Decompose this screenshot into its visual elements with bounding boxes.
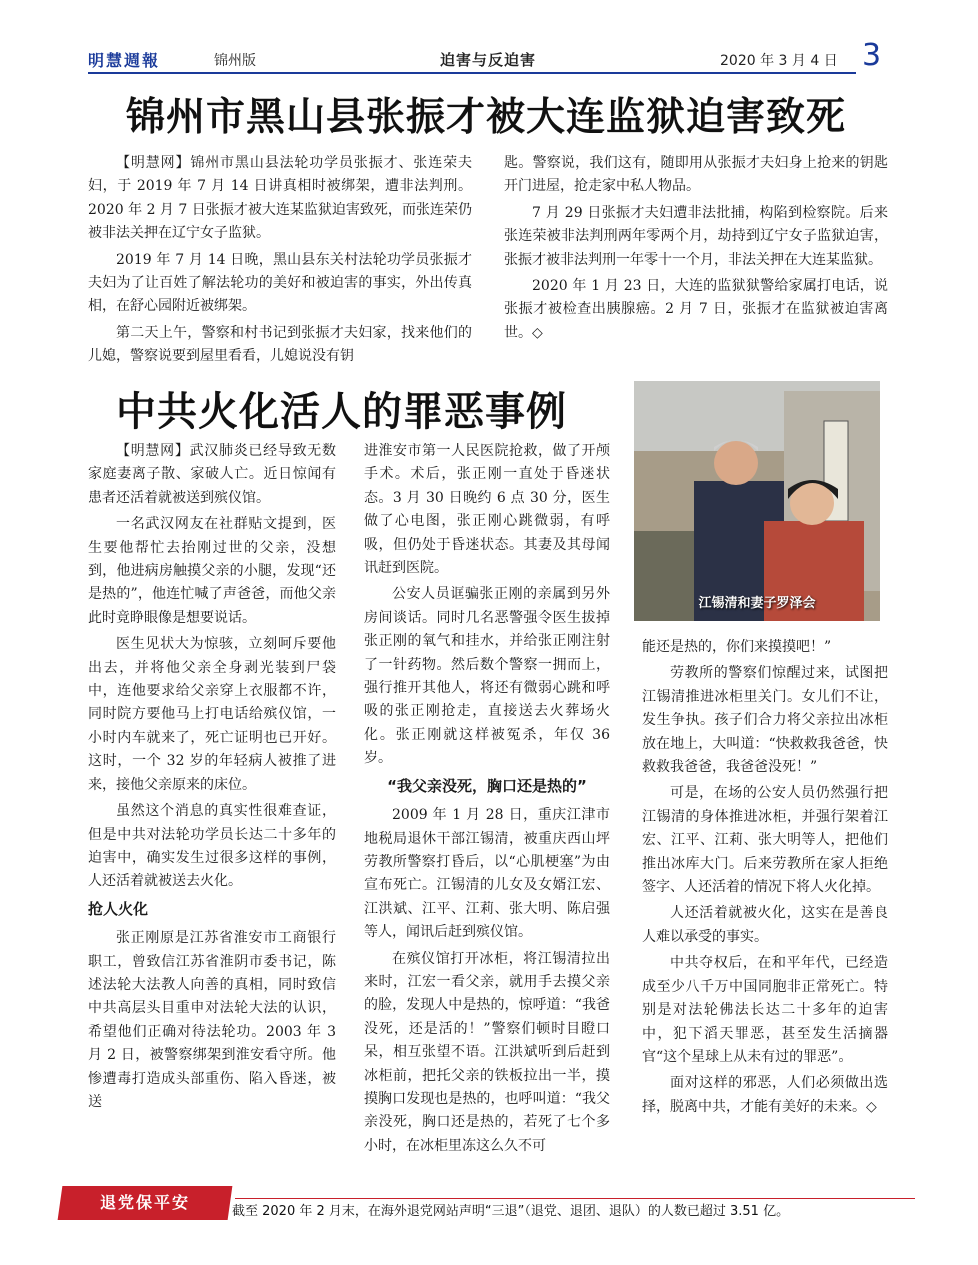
article2-column-1	[88, 440, 336, 1117]
article2-paragraph: 医生见状大为惊骇，立刻呵斥要他出去，并将他父亲全身剥光装到尸袋中，连他要求给父亲穿上衣服都不许，同时院方要他马上打电话给殡仪馆，一小时内车就来了，死亡证明也已开好。这时，一个 32 岁的年轻病人被推了进来，接他父亲原来的床位。	[88, 636, 336, 793]
masthead-logo: 明慧週報	[88, 51, 161, 70]
article2-paragraph: 公安人员诓骗张正刚的亲属到另外房间谈话。同时几名恶警强令医生拔掉张正刚的氧气和挂水，并给张正刚注射了一针药物。然后数个警察一拥而上，强行推开其他人，将还有微弱心跳和呼吸的张正刚抢走，直接送去火葬场火化。张正刚就这样被冤杀，年仅 36 岁。	[364, 586, 610, 767]
article2-paragraph: 可是，在场的公安人员仍然强行把江锡清的身体推进冰柜，并强行架着江宏、江平、江莉、张大明等人，把他们推出冰库大门。后来劳教所在家人拒绝签字、人还活着的情况下将人火化掉。	[642, 785, 888, 896]
article1-right-column	[504, 152, 888, 348]
ribbon-label: 退党保平安	[99, 1193, 190, 1212]
footer-divider	[235, 1198, 915, 1199]
article2-paragraph: 能还是热的，你们来摸摸吧！”	[642, 639, 832, 655]
article1-paragraph: 7 月 29 日张振才夫妇遭非法批捕，构陷到检察院。后来张连荣被非法判刑两年零两个月，劫持到辽宁女子监狱迫害，张振才被非法判刑一年零十一个月，非法关押在大连某监狱。	[504, 204, 888, 268]
article1-left-column	[88, 152, 472, 372]
article2-paragraph: 在殡仪馆打开冰柜，将江锡清拉出来时，江宏一看父亲，就用手去摸父亲的脸，发现人中是热的，惊呼道：“我爸没死，还是活的！”警察们顿时目瞪口呆，相互张望不语。江洪斌听到后赶到冰柜前，把托父亲的铁板拉出一半，摸摸胸口发现也是热的，也呼叫道：“我父亲没死，胸口还是热的，若死了七个多小时，在冰柜里冻这么久不可	[364, 950, 610, 1154]
article1-paragraph: 匙。警察说，我们这有，随即用从张振才夫妇身上抢来的钥匙开门进屋，抢走家中私人物品。	[504, 155, 888, 195]
article2-column-2	[364, 440, 610, 1161]
article2-paragraph: 【明慧网】武汉肺炎已经导致无数家庭妻离子散、家破人亡。近日惊闻有患者还活着就被送到殡仪馆。	[88, 443, 336, 506]
article1-paragraph: 【明慧网】锦州市黑山县法轮功学员张振才、张连荣夫妇，于 2019 年 7 月 14 日讲真相时被绑架，遭非法判刑。2020 年 2 月 7 日张振才被大连某监狱迫害致死，而张连荣仍被非法关押在辽宁女子监狱。	[88, 155, 472, 242]
article2-headline: 中共火化活人的罪恶事例	[116, 389, 567, 435]
footer-notice: 截至 2020 年 2 月末，在海外退党网站声明“三退”（退党、退团、退队）的人数已超过 3.51 亿。	[232, 1204, 790, 1219]
article2-paragraph: 面对这样的邪恶，人们必须做出选择，脱离中共，才能有美好的未来。◇	[642, 1075, 888, 1115]
subheading-father-not-dead: “我父亲没死，胸口还是热的”	[387, 776, 587, 795]
article2-paragraph: 虽然这个消息的真实性很难查证，但是中共对法轮功学员长达二十多年的迫害中，确实发生过很多这样的事例，人还活着就被送去火化。	[88, 803, 336, 890]
couple-photo	[634, 381, 880, 621]
article2-paragraph: 劳教所的警察们惊醒过来，试图把江锡清推进冰柜里关门。女儿们不让，发生争执。孩子们合力将父亲拉出冰柜放在地上，大叫道：“快救救我爸爸，快救救我爸爸，我爸爸没死！”	[642, 665, 888, 776]
subheading-grab-cremation: 抢人火化	[88, 899, 149, 918]
article1-paragraph: 第二天上午，警察和村书记到张振才夫妇家，找来他们的儿媳，警察说要到屋里看看，儿媳说没有钥	[88, 324, 472, 365]
article2-paragraph: 中共夺权后，在和平年代，已经造成至少八千万中国同胞非正常死亡。特别是对法轮佛法长达二十多年的迫害中，犯下滔天罪恶，甚至发生活摘器官“这个星球上从未有过的罪恶”。	[642, 955, 888, 1065]
photo-caption: 江锡清和妻子罗泽会	[698, 596, 816, 611]
article1-paragraph: 2020 年 1 月 23 日，大连的监狱狱警给家属打电话，说张振才被检查出胰腺癌。2 月 7 日，张振才在监狱被迫害离世。◇	[504, 278, 888, 341]
article1-paragraph: 2019 年 7 月 14 日晚，黑山县东关村法轮功学员张振才夫妇为了让百姓了解法轮功的美好和被迫害的事实，外出传真相，在舒心园附近被绑架。	[88, 251, 472, 315]
article2-paragraph: 进淮安市第一人民医院抢救，做了开颅手术。术后，张正刚一直处于昏迷状态。3 月 30 日晚约 6 点 30 分，医生做了心电图，张正刚心跳微弱，有呼吸，但仍处于昏迷状态。其妻及其母闻讯赶到医院。	[364, 443, 610, 577]
article1-headline: 锦州市黑山县张振才被大连监狱迫害致死	[126, 95, 847, 140]
couple-photo-image	[634, 381, 880, 621]
page-footer	[60, 1186, 900, 1222]
article2-paragraph: 人还活着就被火化，这实在是善良人难以承受的事实。	[642, 905, 888, 945]
article2-column-3	[642, 636, 888, 1122]
header-divider	[88, 72, 856, 74]
article2-paragraph: 一名武汉网友在社群贴文提到，医生要他帮忙去抬刚过世的父亲，没想到，他进病房触摸父亲的小腿，发现“还是热的”，他连忙喊了声爸爸，而他父亲此时竟睁眼像是想要说话。	[88, 516, 336, 626]
quit-party-ribbon	[58, 1186, 233, 1220]
issue-date: 2020 年 3 月 4 日	[720, 53, 838, 69]
article2-paragraph: 张正刚原是江苏省淮安市工商银行职工，曾致信江苏省淮阴市委书记，陈述法轮大法教人向善的真相，同时致信中共高层头目重申对法轮大法的认识，希望他们正确对待法轮功。2003 年 3 月 2 日，被警察绑架到淮安看守所。他惨遭毒打造成头部重伤、陷入昏迷，被送	[88, 930, 336, 1110]
edition-label: 锦州版	[214, 53, 256, 69]
article2-paragraph: 2009 年 1 月 28 日，重庆江津市地税局退休干部江锡清，被重庆西山坪劳教所警察打昏后，以“心肌梗塞”为由宣布死亡。江锡清的儿女及女婿江宏、江洪斌、江平、江莉、张大明、陈启强等人，闻讯后赶到殡仪馆。	[364, 807, 610, 941]
page-header	[88, 38, 888, 74]
section-title: 迫害与反迫害	[440, 51, 537, 69]
page-number: 3	[862, 38, 882, 73]
